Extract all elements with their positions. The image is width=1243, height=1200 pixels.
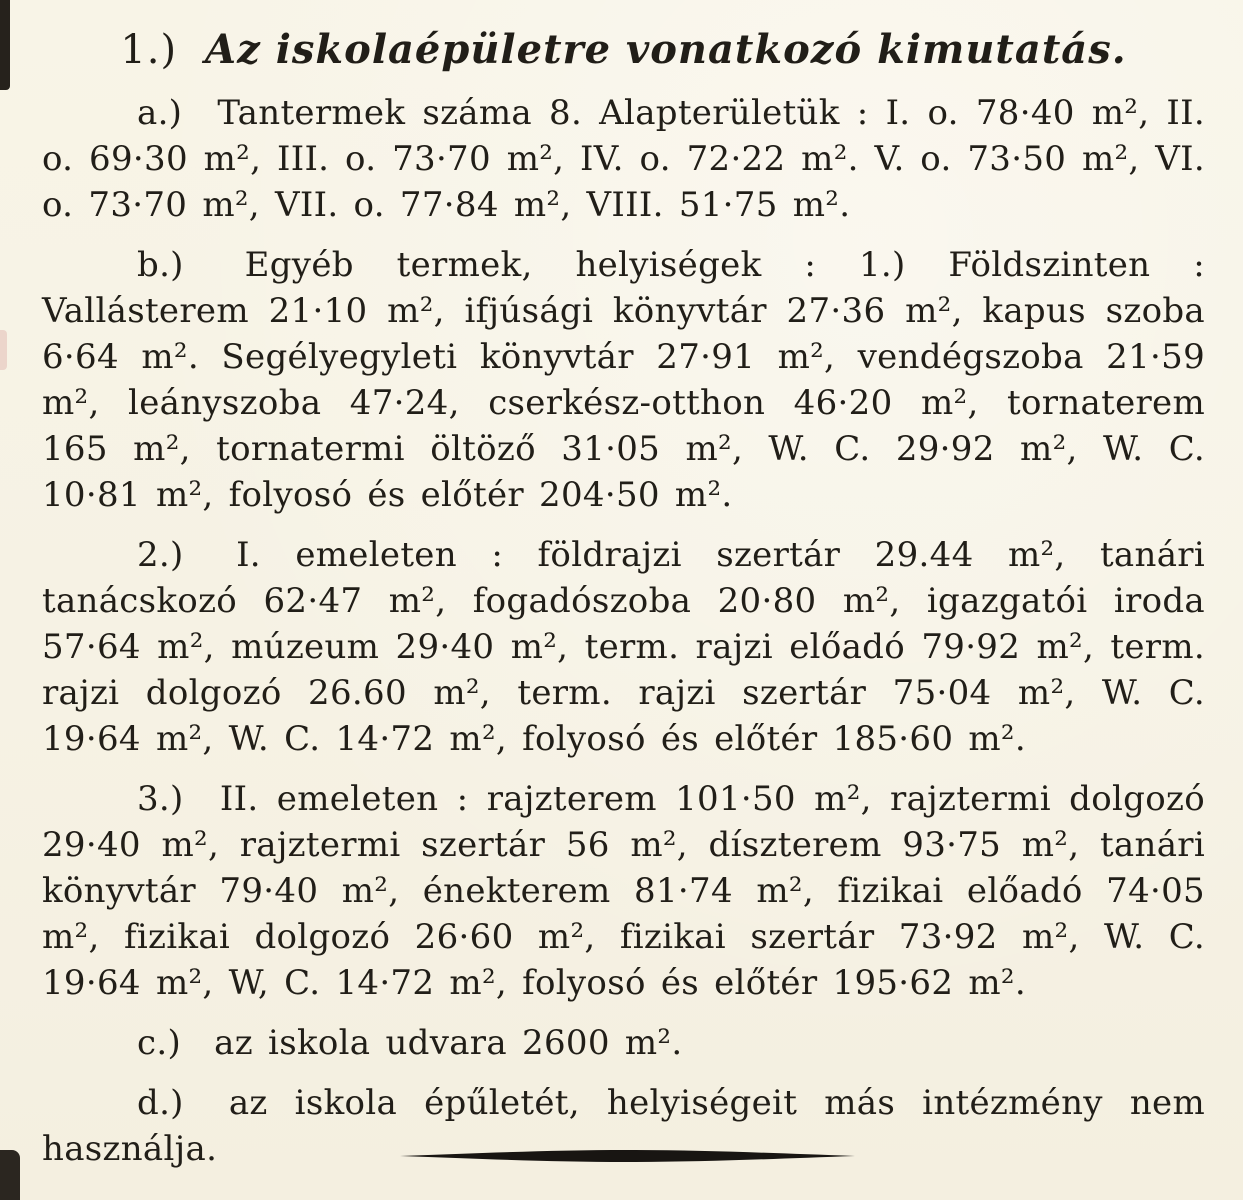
title-number: 1.) bbox=[120, 27, 178, 73]
scan-edge-artifact-bottom bbox=[0, 1150, 20, 1200]
paragraph-text: Egyéb termek, helyiségek : 1.) Földszinten : Vallásterem 21·10 m², ifjúsági könyvtár 27·36 m², kapus szoba 6·64 m². Segélyegyleti könyvtár 27·91 m², vendégszoba 21·59 m², leányszoba 47·24, cserkész-otthon 46·20 m², tornaterem 165 m², tornatermi öltöző 31·05 m², W. C. 29·92 m², W. C. 10·81 m², folyosó és előtér 204·50 m². bbox=[42, 245, 1205, 515]
title-text: Az iskolaépületre vonatkozó kimutatás. bbox=[205, 26, 1127, 73]
paragraph-label: b.) bbox=[137, 245, 184, 285]
scan-edge-artifact-top bbox=[0, 0, 10, 90]
paragraph-label: 2.) bbox=[137, 535, 184, 575]
paragraph-label: 3.) bbox=[137, 779, 184, 819]
paragraph-text: Tantermek száma 8. Alapterületük : I. o. 78·40 m², II. o. 69·30 m², III. o. 73·70 m², IV. o. 72·22 m². V. o. 73·50 m², VI. o. 73·70 m², VII. o. 77·84 m², VIII. 51·75 m². bbox=[42, 93, 1206, 225]
section-divider-rule bbox=[400, 1148, 855, 1164]
paragraph-text: az iskola épűletét, helyiségeit más intézmény nem használja. bbox=[42, 1083, 1206, 1169]
paragraph-text: az iskola udvara 2600 m². bbox=[214, 1023, 683, 1063]
paragraph-b bbox=[42, 242, 1205, 518]
paragraph-label: d.) bbox=[137, 1083, 184, 1123]
paragraph-a bbox=[42, 90, 1205, 228]
paragraph-text: II. emeleten : rajzterem 101·50 m², rajztermi dolgozó 29·40 m², rajztermi szertár 56 m², díszterem 93·75 m², tanári könyvtár 79·40 m², énekterem 81·74 m², fizikai előadó 74·05 m², fizikai dolgozó 26·60 m², fizikai szertár 73·92 m², W. C. 19·64 m², W, C. 14·72 m², folyosó és előtér 195·62 m². bbox=[42, 779, 1206, 1003]
paragraph-text: I. emeleten : földrajzi szertár 29.44 m², tanári tanácskozó 62·47 m², fogadószoba 20·80 m², igazgatói iroda 57·64 m², múzeum 29·40 m², term. rajzi előadó 79·92 m², term. rajzi dolgozó 26.60 m², term. rajzi szertár 75·04 m², W. C. 19·64 m², W. C. 14·72 m², folyosó és előtér 185·60 m². bbox=[42, 535, 1205, 759]
paragraph-3-second-floor bbox=[42, 776, 1205, 1006]
paragraph-label: a.) bbox=[137, 93, 183, 133]
paragraph-2-first-floor bbox=[42, 532, 1205, 762]
scan-edge-smudge bbox=[0, 330, 7, 370]
paragraph-label: c.) bbox=[137, 1023, 182, 1063]
paragraph-c bbox=[42, 1020, 1205, 1066]
page-title bbox=[42, 26, 1205, 74]
